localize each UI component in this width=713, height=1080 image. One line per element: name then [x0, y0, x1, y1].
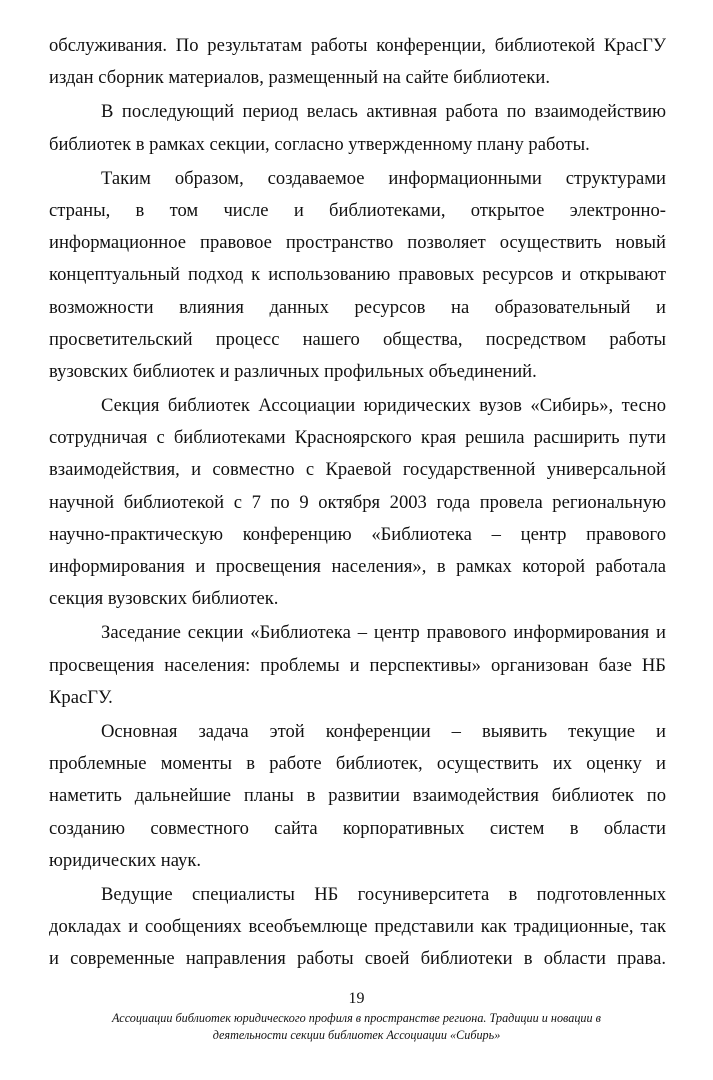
text-line: Основная задача этой конференции – выявить текущие и	[101, 720, 666, 742]
text-line: секция вузовских библиотек.	[49, 588, 279, 610]
footer-line-1: Ассоциации библиотек юридического профиля в пространстве региона. Традиции и новации в	[112, 1011, 601, 1025]
text-line: информационное правовое пространство позволяет осуществить новый	[49, 232, 666, 254]
text-line: издан сборник материалов, размещенный на сайте библиотеки.	[49, 67, 550, 89]
text-line: юридических наук.	[49, 849, 202, 871]
text-line: сотрудничая с библиотеками Красноярского края решила расширить пути	[49, 427, 666, 449]
text-line: концептуальный подход к использованию правовых ресурсов и открывают	[49, 264, 666, 286]
text-line: научно-практическую конференцию «Библиотека – центр правового	[49, 523, 666, 545]
text-line: Ведущие специалисты НБ госуниверситета в подготовленных	[101, 883, 666, 905]
text-line: Таким образом, создаваемое информационными структурами	[101, 167, 666, 189]
body-text	[49, 30, 666, 975]
text-line: В последующий период велась активная работа по взаимодействию	[101, 101, 666, 123]
text-line: докладах и сообщениях всеобъемлюще представили как традиционные, так	[49, 916, 666, 938]
text-line: вузовских библиотек и различных профильных объединений.	[49, 360, 537, 382]
text-line: страны, в том числе и библиотеками, открытое электронно-	[49, 199, 666, 221]
text-line: научной библиотекой с 7 по 9 октября 2003 года провела региональную	[49, 491, 666, 513]
text-line: Секция библиотек Ассоциации юридических вузов «Сибирь», тесно	[101, 395, 666, 417]
text-line: информирования и просвещения населения», в рамках которой работала	[49, 556, 666, 577]
page-number: 19	[348, 990, 365, 1007]
text-line: возможности влияния данных ресурсов на образовательный и	[49, 296, 666, 318]
text-line: КрасГУ.	[49, 686, 113, 708]
text-line: и современные направления работы своей библиотеки в области права.	[49, 948, 666, 970]
text-line: просветительский процесс нашего общества, посредством работы	[49, 328, 666, 350]
text-line: просвещения населения: проблемы и перспективы» организован базе НБ	[49, 654, 666, 676]
text-line: библиотек в рамках секции, согласно утвержденному плану работы.	[49, 133, 590, 155]
text-line: созданию совместного сайта корпоративных систем в области	[49, 817, 666, 839]
text-line: взаимодействия, и совместно с Краевой государственной универсальной	[49, 459, 666, 481]
text-line: наметить дальнейшие планы в развитии взаимодействия библиотек по	[49, 785, 666, 807]
text-line: Заседание секции «Библиотека – центр правового информирования и	[101, 622, 666, 644]
footer	[40, 1010, 673, 1044]
footer-line-2: деятельности секции библиотек Ассоциации «Сибирь»	[212, 1028, 501, 1042]
text-line: проблемные моменты в работе библиотек, осуществить их оценку и	[49, 753, 666, 775]
text-line: обслуживания. По результатам работы конференции, библиотекой КрасГУ	[49, 35, 666, 56]
